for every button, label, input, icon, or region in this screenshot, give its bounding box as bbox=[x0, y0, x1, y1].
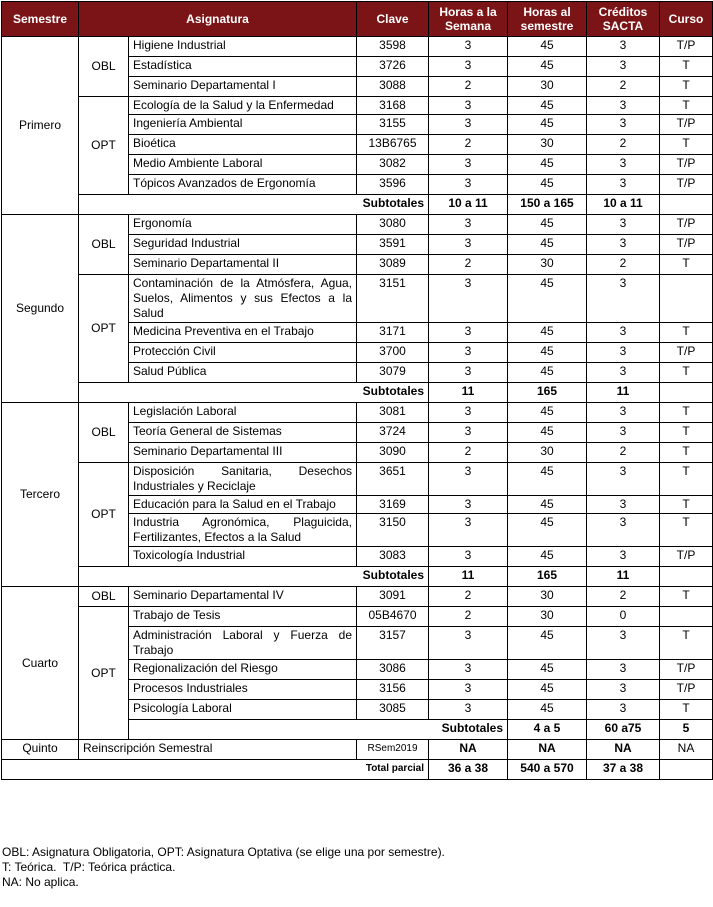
course-type: T/P bbox=[660, 547, 713, 567]
credits: 0 bbox=[587, 607, 660, 627]
hours-week: 3 bbox=[429, 496, 508, 514]
hours-week: 3 bbox=[429, 343, 508, 363]
course-name: Medicina Preventiva en el Trabajo bbox=[129, 323, 357, 343]
course-type: T bbox=[660, 77, 713, 97]
semester-label: Segundo bbox=[2, 215, 79, 403]
hours-semester: 45 bbox=[508, 463, 587, 496]
credits: 2 bbox=[587, 255, 660, 275]
credits: 3 bbox=[587, 627, 660, 660]
course-code: RSem2019 bbox=[357, 740, 429, 760]
total-credits: 37 a 38 bbox=[587, 760, 660, 780]
course-code: 3596 bbox=[357, 175, 429, 195]
subtotal-label: Subtotales bbox=[129, 720, 508, 740]
table-row bbox=[2, 37, 713, 57]
semester-label: Tercero bbox=[2, 403, 79, 587]
subtotal-credits: 11 bbox=[587, 567, 660, 587]
course-code: 3090 bbox=[357, 443, 429, 463]
credits: 2 bbox=[587, 77, 660, 97]
course-type: T/P bbox=[660, 235, 713, 255]
course-name: Regionalización del Riesgo bbox=[129, 660, 357, 680]
hours-semester: 30 bbox=[508, 587, 587, 607]
course-code: 3169 bbox=[357, 496, 429, 514]
hours-week: 2 bbox=[429, 77, 508, 97]
hours-semester: 45 bbox=[508, 363, 587, 383]
hours-semester: 45 bbox=[508, 680, 587, 700]
subtotal-hours-semester: 165 bbox=[508, 567, 587, 587]
header-clave: Clave bbox=[357, 2, 429, 37]
table-row bbox=[2, 740, 713, 760]
course-name: Seminario Departamental III bbox=[129, 443, 357, 463]
obl-label: OBL bbox=[79, 403, 129, 463]
table-row bbox=[2, 97, 713, 115]
course-code: 3156 bbox=[357, 680, 429, 700]
total-row bbox=[2, 760, 713, 780]
course-code: 3079 bbox=[357, 363, 429, 383]
course-name: Disposición Sanitaria, Desechos Industriales y Reciclaje bbox=[129, 463, 357, 496]
table-row bbox=[2, 275, 713, 323]
course-code: 3086 bbox=[357, 660, 429, 680]
header-horas-semestre: Horas al semestre bbox=[508, 2, 587, 37]
course-code: 3151 bbox=[357, 275, 429, 323]
hours-semester: 45 bbox=[508, 343, 587, 363]
course-name: Educación para la Salud en el Trabajo bbox=[129, 496, 357, 514]
subtotal-credits: 10 a 11 bbox=[587, 195, 660, 215]
hours-week: 3 bbox=[429, 547, 508, 567]
semester-label: Primero bbox=[2, 37, 79, 215]
hours-semester: 45 bbox=[508, 275, 587, 323]
subtotal-label: Subtotales bbox=[79, 567, 429, 587]
credits: 3 bbox=[587, 155, 660, 175]
hours-week: 3 bbox=[429, 37, 508, 57]
course-type: T/P bbox=[660, 680, 713, 700]
course-name: Administración Laboral y Fuerza de Trabajo bbox=[129, 627, 357, 660]
credits: 3 bbox=[587, 275, 660, 323]
credits: 3 bbox=[587, 403, 660, 423]
hours-week: 3 bbox=[429, 115, 508, 135]
hours-week: 3 bbox=[429, 215, 508, 235]
course-type: T bbox=[660, 627, 713, 660]
footnote-line: NA: No aplica. bbox=[2, 875, 79, 889]
table-row bbox=[2, 463, 713, 496]
course-name: Medio Ambiente Laboral bbox=[129, 155, 357, 175]
opt-label: OPT bbox=[79, 607, 129, 740]
hours-week: 3 bbox=[429, 235, 508, 255]
course-name: Seminario Departamental II bbox=[129, 255, 357, 275]
course-type: T/P bbox=[660, 37, 713, 57]
subtotal-empty bbox=[660, 383, 713, 403]
subtotal-hours-week: 11 bbox=[429, 567, 508, 587]
course-type: T bbox=[660, 135, 713, 155]
course-name: Salud Pública bbox=[129, 363, 357, 383]
credits: 3 bbox=[587, 423, 660, 443]
course-name: Bioética bbox=[129, 135, 357, 155]
hours-week: 3 bbox=[429, 627, 508, 660]
course-name: Seguridad Industrial bbox=[129, 235, 357, 255]
course-code: 3150 bbox=[357, 514, 429, 547]
hours-week: 2 bbox=[429, 443, 508, 463]
hours-week: 2 bbox=[429, 255, 508, 275]
course-name: Ergonomía bbox=[129, 215, 357, 235]
footnotes bbox=[2, 845, 445, 890]
course-code: 3168 bbox=[357, 97, 429, 115]
course-name: Procesos Industriales bbox=[129, 680, 357, 700]
hours-week: 3 bbox=[429, 57, 508, 77]
course-name: Estadística bbox=[129, 57, 357, 77]
course-type: T/P bbox=[660, 215, 713, 235]
course-type bbox=[660, 607, 713, 627]
hours-semester: 45 bbox=[508, 97, 587, 115]
credits: 3 bbox=[587, 680, 660, 700]
course-type: T bbox=[660, 363, 713, 383]
course-type: T bbox=[660, 587, 713, 607]
hours-week: 3 bbox=[429, 155, 508, 175]
header-row bbox=[2, 2, 713, 37]
hours-semester: 30 bbox=[508, 135, 587, 155]
course-code: 3091 bbox=[357, 587, 429, 607]
course-code: 3171 bbox=[357, 323, 429, 343]
hours-week: 2 bbox=[429, 607, 508, 627]
credits: 2 bbox=[587, 443, 660, 463]
subtotal-row bbox=[2, 195, 713, 215]
hours-semester: 45 bbox=[508, 215, 587, 235]
hours-week: 2 bbox=[429, 587, 508, 607]
course-type: T/P bbox=[660, 155, 713, 175]
hours-semester: 30 bbox=[508, 443, 587, 463]
header-asignatura: Asignatura bbox=[79, 2, 357, 37]
hours-semester: 30 bbox=[508, 77, 587, 97]
course-code: 3591 bbox=[357, 235, 429, 255]
subtotal-label: Subtotales bbox=[79, 195, 429, 215]
subtotal-empty bbox=[660, 567, 713, 587]
course-code: 13B6765 bbox=[357, 135, 429, 155]
course-type: T bbox=[660, 700, 713, 720]
subtotal-hours-week: 10 a 11 bbox=[429, 195, 508, 215]
subtotal-hours-semester: 60 a75 bbox=[587, 720, 660, 740]
credits: 3 bbox=[587, 115, 660, 135]
credits: 3 bbox=[587, 660, 660, 680]
course-code: 3080 bbox=[357, 215, 429, 235]
course-code: 3700 bbox=[357, 343, 429, 363]
credits: 3 bbox=[587, 547, 660, 567]
table-row bbox=[2, 215, 713, 235]
credits: 3 bbox=[587, 700, 660, 720]
hours-week: 3 bbox=[429, 514, 508, 547]
hours-week: 2 bbox=[429, 135, 508, 155]
subtotal-empty bbox=[660, 195, 713, 215]
course-name: Toxicología Industrial bbox=[129, 547, 357, 567]
obl-label: OBL bbox=[79, 37, 129, 97]
subtotal-hours-week: 4 a 5 bbox=[508, 720, 587, 740]
course-code: 3081 bbox=[357, 403, 429, 423]
course-name: Seminario Departamental I bbox=[129, 77, 357, 97]
course-type bbox=[660, 275, 713, 323]
course-code: 3155 bbox=[357, 115, 429, 135]
course-name: Higiene Industrial bbox=[129, 37, 357, 57]
course-code: 3088 bbox=[357, 77, 429, 97]
opt-label: OPT bbox=[79, 97, 129, 195]
course-name: Trabajo de Tesis bbox=[129, 607, 357, 627]
hours-semester: 45 bbox=[508, 155, 587, 175]
course-code: 05B4670 bbox=[357, 607, 429, 627]
course-code: 3157 bbox=[357, 627, 429, 660]
course-code: 3651 bbox=[357, 463, 429, 496]
credits: 3 bbox=[587, 57, 660, 77]
hours-semester: 30 bbox=[508, 607, 587, 627]
hours-semester: 45 bbox=[508, 235, 587, 255]
study-plan-table bbox=[1, 1, 713, 780]
hours-week: 3 bbox=[429, 275, 508, 323]
hours-semester: NA bbox=[508, 740, 587, 760]
hours-week: 3 bbox=[429, 323, 508, 343]
semester-label: Quinto bbox=[2, 740, 79, 760]
course-code: 3085 bbox=[357, 700, 429, 720]
course-type: T bbox=[660, 403, 713, 423]
course-code: 3089 bbox=[357, 255, 429, 275]
hours-semester: 45 bbox=[508, 423, 587, 443]
hours-week: 3 bbox=[429, 175, 508, 195]
semester-label: Cuarto bbox=[2, 587, 79, 740]
hours-week: 3 bbox=[429, 660, 508, 680]
opt-label: OPT bbox=[79, 463, 129, 567]
obl-label: OBL bbox=[79, 215, 129, 275]
hours-semester: 45 bbox=[508, 514, 587, 547]
subtotal-hours-semester: 150 a 165 bbox=[508, 195, 587, 215]
subtotal-credits: 5 bbox=[660, 720, 713, 740]
hours-semester: 45 bbox=[508, 175, 587, 195]
total-empty bbox=[660, 760, 713, 780]
opt-label: OPT bbox=[79, 275, 129, 383]
header-semestre: Semestre bbox=[2, 2, 79, 37]
course-code: 3726 bbox=[357, 57, 429, 77]
footnote-line: OBL: Asignatura Obligatoria, OPT: Asignatura Optativa (se elige una por semestre). bbox=[2, 845, 445, 859]
credits: 3 bbox=[587, 97, 660, 115]
hours-semester: 45 bbox=[508, 547, 587, 567]
hours-semester: 45 bbox=[508, 660, 587, 680]
course-type: T bbox=[660, 57, 713, 77]
credits: 3 bbox=[587, 343, 660, 363]
course-name: Teoría General de Sistemas bbox=[129, 423, 357, 443]
course-type: T/P bbox=[660, 175, 713, 195]
subtotal-label: Subtotales bbox=[79, 383, 429, 403]
credits: 2 bbox=[587, 135, 660, 155]
course-name: Tópicos Avanzados de Ergonomía bbox=[129, 175, 357, 195]
header-creditos: Créditos SACTA bbox=[587, 2, 660, 37]
course-type: T bbox=[660, 255, 713, 275]
course-name: Legislación Laboral bbox=[129, 403, 357, 423]
course-type: T bbox=[660, 496, 713, 514]
credits: 3 bbox=[587, 215, 660, 235]
course-type: T/P bbox=[660, 343, 713, 363]
subtotal-row bbox=[2, 383, 713, 403]
header-curso: Curso bbox=[660, 2, 713, 37]
course-name: Ingeniería Ambiental bbox=[129, 115, 357, 135]
hours-semester: 30 bbox=[508, 255, 587, 275]
hours-semester: 45 bbox=[508, 496, 587, 514]
course-code: 3083 bbox=[357, 547, 429, 567]
course-type: T bbox=[660, 97, 713, 115]
course-code: 3082 bbox=[357, 155, 429, 175]
credits: NA bbox=[587, 740, 660, 760]
course-name: Ecología de la Salud y la Enfermedad bbox=[129, 97, 357, 115]
hours-week: NA bbox=[429, 740, 508, 760]
credits: 3 bbox=[587, 496, 660, 514]
hours-semester: 45 bbox=[508, 115, 587, 135]
course-name: Reinscripción Semestral bbox=[79, 740, 357, 760]
subtotal-credits: 11 bbox=[587, 383, 660, 403]
subtotal-hours-semester: 165 bbox=[508, 383, 587, 403]
course-type: T bbox=[660, 514, 713, 547]
credits: 3 bbox=[587, 323, 660, 343]
subtotal-row bbox=[2, 567, 713, 587]
course-code: 3598 bbox=[357, 37, 429, 57]
credits: 3 bbox=[587, 235, 660, 255]
course-name: Contaminación de la Atmósfera, Agua, Suelos, Alimentos y sus Efectos a la Salud bbox=[129, 275, 357, 323]
total-label: Total parcial bbox=[2, 760, 429, 780]
table-row bbox=[2, 403, 713, 423]
course-type: T/P bbox=[660, 660, 713, 680]
course-name: Industria Agronómica, Plaguicida, Fertilizantes, Efectos a la Salud bbox=[129, 514, 357, 547]
hours-week: 3 bbox=[429, 403, 508, 423]
table-row bbox=[2, 607, 713, 627]
hours-semester: 45 bbox=[508, 627, 587, 660]
credits: 3 bbox=[587, 514, 660, 547]
hours-semester: 45 bbox=[508, 37, 587, 57]
hours-week: 3 bbox=[429, 680, 508, 700]
course-type: NA bbox=[660, 740, 713, 760]
credits: 3 bbox=[587, 463, 660, 496]
hours-week: 3 bbox=[429, 700, 508, 720]
subtotal-hours-week: 11 bbox=[429, 383, 508, 403]
hours-semester: 45 bbox=[508, 700, 587, 720]
hours-semester: 45 bbox=[508, 403, 587, 423]
course-code: 3724 bbox=[357, 423, 429, 443]
hours-week: 3 bbox=[429, 363, 508, 383]
hours-semester: 45 bbox=[508, 323, 587, 343]
course-name: Protección Civil bbox=[129, 343, 357, 363]
hours-week: 3 bbox=[429, 463, 508, 496]
course-type: T bbox=[660, 463, 713, 496]
hours-week: 3 bbox=[429, 423, 508, 443]
credits: 3 bbox=[587, 37, 660, 57]
table-row bbox=[2, 587, 713, 607]
course-type: T bbox=[660, 443, 713, 463]
hours-semester: 45 bbox=[508, 57, 587, 77]
course-type: T bbox=[660, 423, 713, 443]
credits: 3 bbox=[587, 363, 660, 383]
obl-label: OBL bbox=[79, 587, 129, 607]
course-type: T bbox=[660, 323, 713, 343]
course-name: Seminario Departamental IV bbox=[129, 587, 357, 607]
total-hours-week: 36 a 38 bbox=[429, 760, 508, 780]
course-type: T/P bbox=[660, 115, 713, 135]
credits: 3 bbox=[587, 175, 660, 195]
credits: 2 bbox=[587, 587, 660, 607]
total-hours-semester: 540 a 570 bbox=[508, 760, 587, 780]
hours-week: 3 bbox=[429, 97, 508, 115]
header-horas-semana: Horas a la Semana bbox=[429, 2, 508, 37]
course-name: Psicología Laboral bbox=[129, 700, 357, 720]
footnote-line: T: Teórica. T/P: Teórica práctica. bbox=[2, 860, 176, 874]
